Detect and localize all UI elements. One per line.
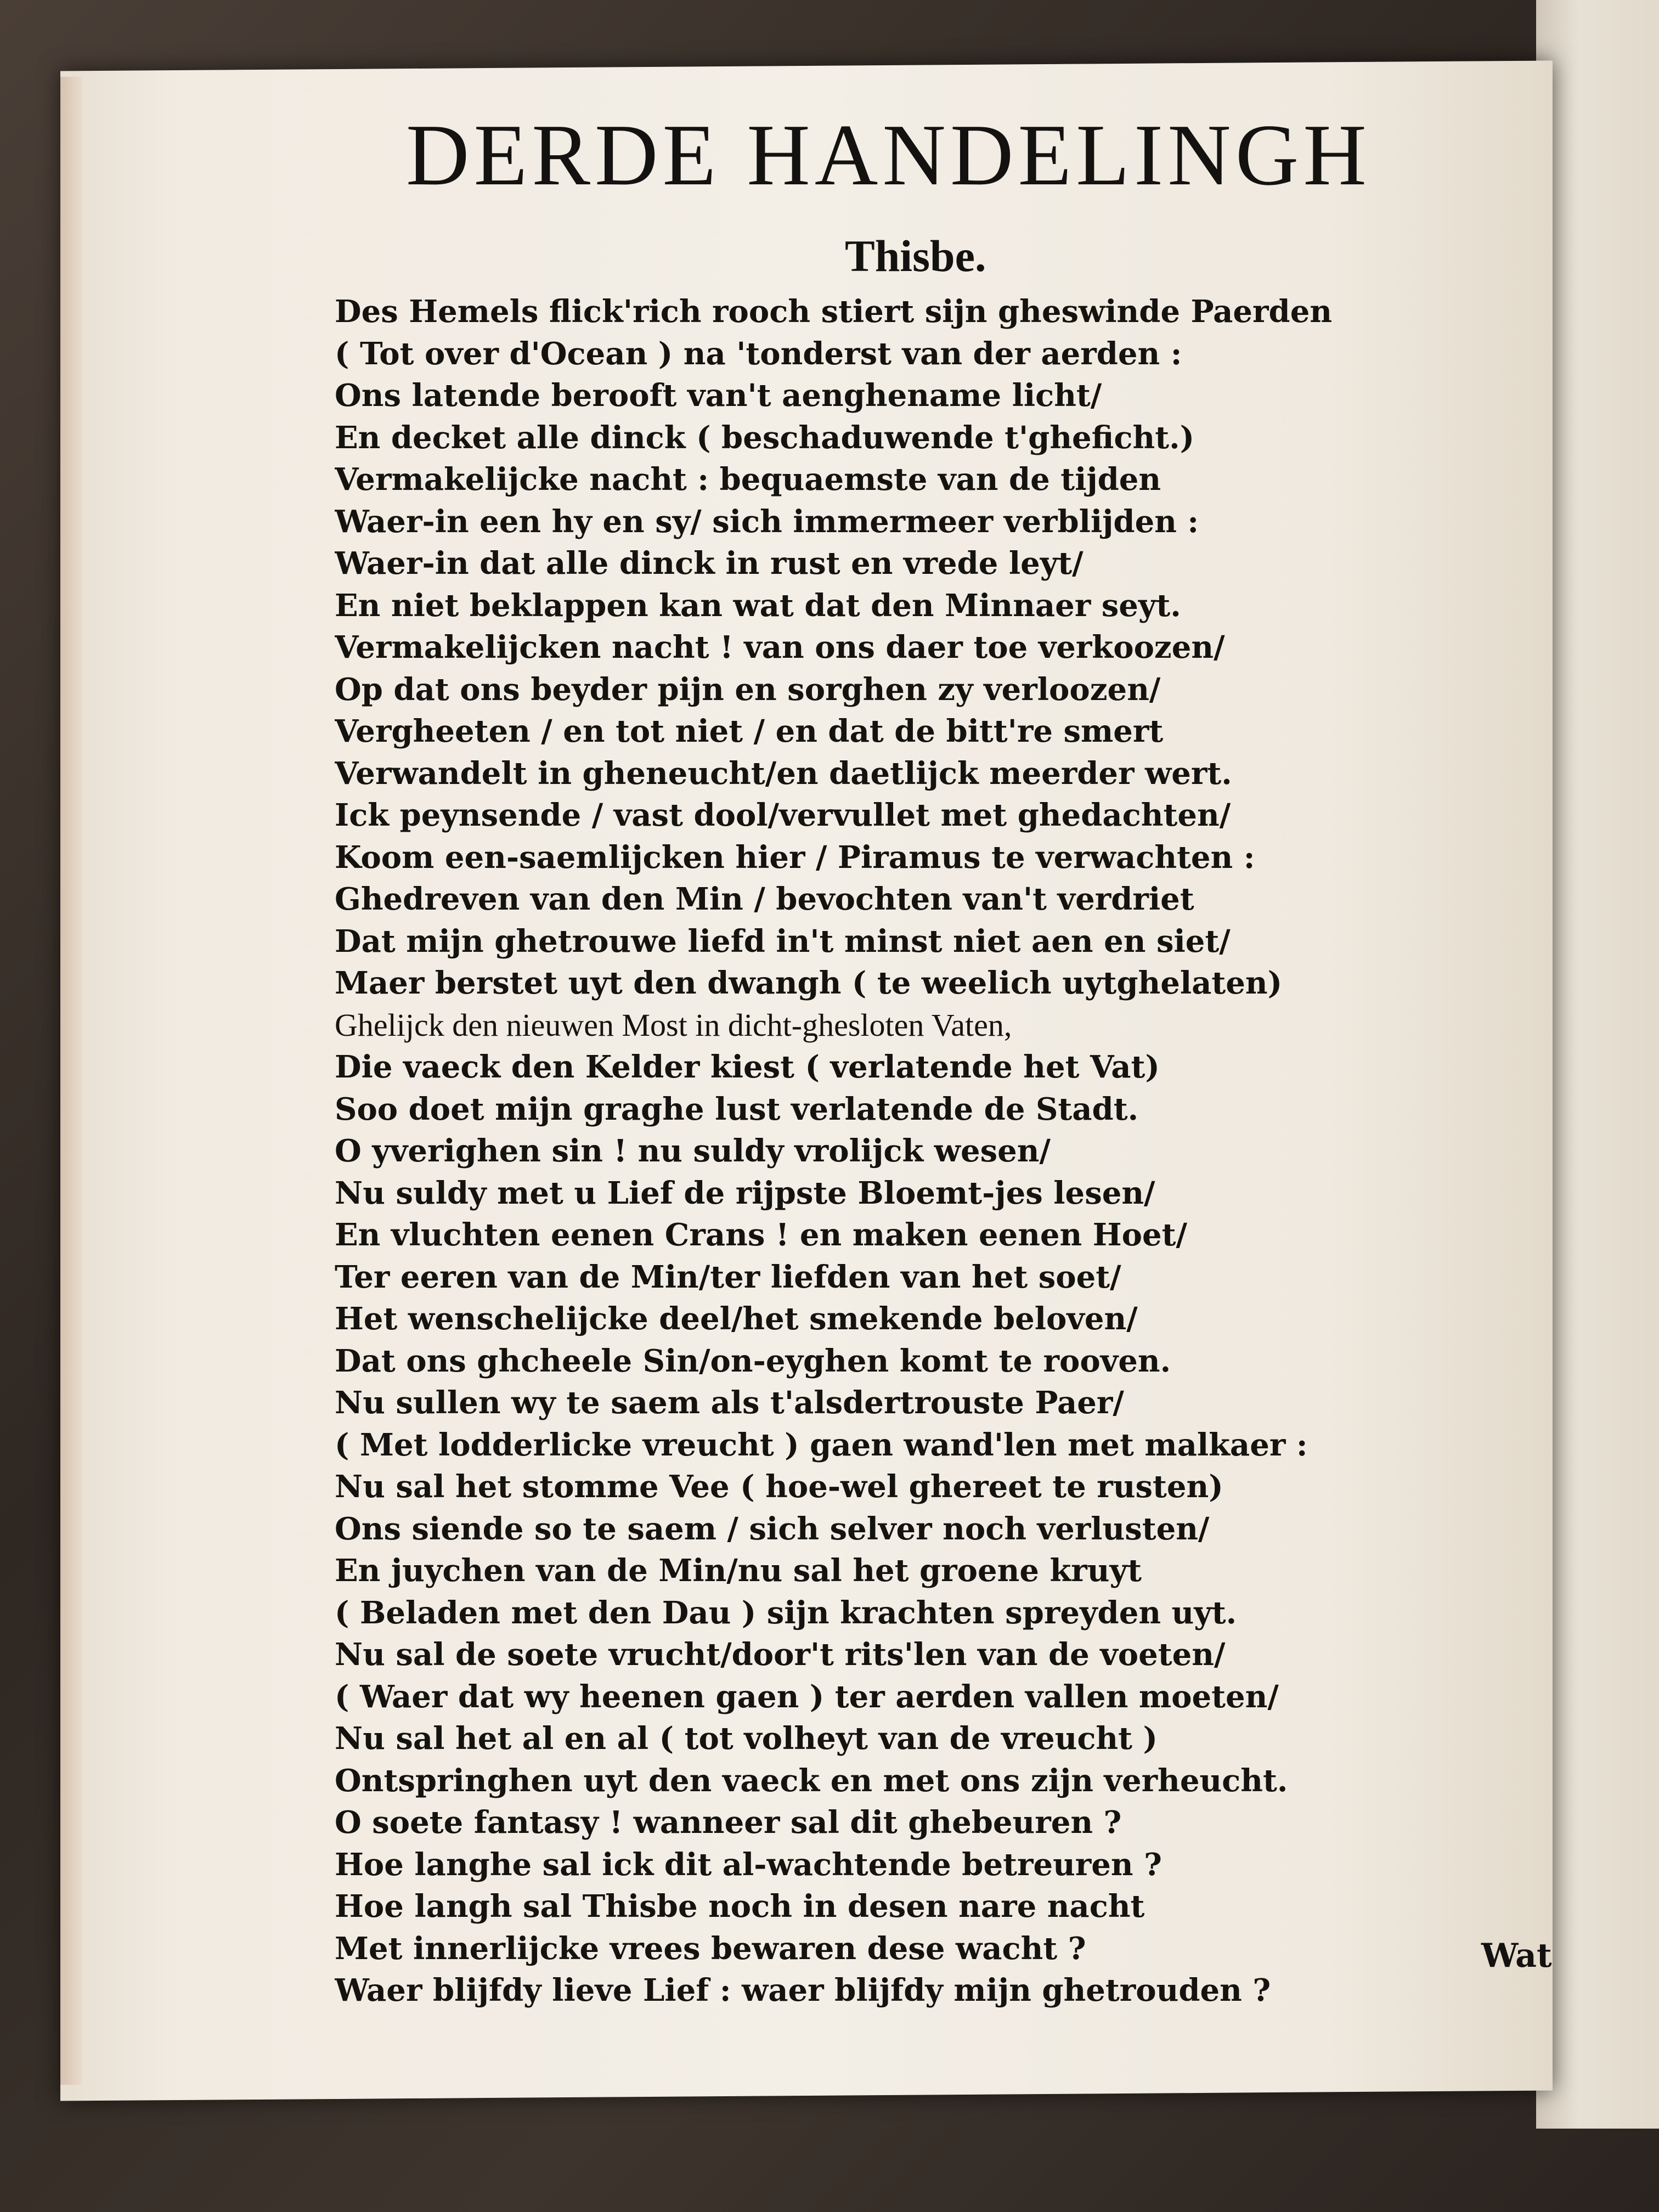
verse-line: Waer-in een hy en sy/ sich immermeer verblijden : [335,503,1199,540]
verse-line: Nu sal de soete vrucht/door't rits'len van de voeten/ [335,1637,1226,1673]
verse-line: Vermakelijcke nacht : bequaemste van de tijden [335,461,1161,498]
verse-line: Het wenschelijcke deel/het smekende beloven/ [335,1301,1138,1337]
catchword: Wat [1481,1937,1552,1975]
verse-line: ( Tot over d'Ocean ) na 'tonderst van der aerden : [335,335,1182,372]
verse-line: Ons latende berooft van't aenghename licht/ [335,377,1102,414]
verse-line: Ons siende so te saem / sich selver noch verlusten/ [335,1510,1210,1547]
verse-line: En juychen van de Min/nu sal het groene kruyt [335,1553,1142,1589]
verse-line: O yverighen sin ! nu suldy vrolijck wesen/ [335,1133,1051,1169]
verse-line: ( Waer dat wy heenen gaen ) ter aerden vallen moeten/ [335,1678,1279,1715]
verse-line: Nu sullen wy te saem als t'alsdertrouste Paer/ [335,1385,1124,1421]
verse-line: O soete fantasy ! wanneer sal dit ghebeuren ? [335,1804,1122,1841]
verse-line: Vergheeten / en tot niet / en dat de bitt're smert [335,713,1164,749]
facing-page-edge [1536,0,1659,2129]
verse-line: En vluchten eenen Crans ! en maken eenen Hoet/ [335,1217,1187,1253]
verse-line: Soo doet mijn graghe lust verlatende de Stadt. [335,1091,1139,1127]
verse-line: Ontspringhen uyt den vaeck en met ons zijn verheucht. [335,1762,1288,1799]
verse-line: Ick peynsende / vast dool/vervullet met ghedachten/ [335,797,1231,833]
verse-line: Dat ons ghcheele Sin/on-eyghen komt te rooven. [335,1342,1171,1379]
verse-line: En decket alle dinck ( beschaduwende t'gheficht.) [335,419,1195,456]
verse-line: Verwandelt in gheneucht/en daetlijck meerder wert. [335,755,1232,792]
verse-line: En niet beklappen kan wat dat den Minnaer seyt. [335,587,1181,624]
verse-line: Waer blijfdy lieve Lief : waer blijfdy mijn ghetrouden ? [335,1972,1271,2008]
verse-line: ( Beladen met den Dau ) sijn krachten spreyden uyt. [335,1594,1237,1631]
verse-line: Dat mijn ghetrouwe liefd in't minst niet aen en siet/ [335,923,1231,960]
verse-line: Nu suldy met u Lief de rijpste Bloemt-jes lesen/ [335,1175,1155,1211]
verse-block [335,291,1421,2012]
verse-line: Ter eeren van de Min/ter liefden van het soet/ [335,1259,1121,1295]
verse-line: Maer berstet uyt den dwangh ( te weelich uytghelaten) [335,965,1283,1001]
speaker-name: Thisbe. [845,231,986,281]
verse-line: Vermakelijcken nacht ! van ons daer toe verkoozen/ [335,629,1225,665]
verse-line: Des Hemels flick'rich rooch stiert sijn gheswinde Paerden [335,294,1333,330]
verse-line: Ghelijck den nieuwen Most in dicht-ghesloten Vaten, [335,1007,1012,1043]
verse-line: Waer-in dat alle dinck in rust en vrede leyt/ [335,545,1084,582]
verse-line: ( Met lodderlicke vreucht ) gaen wand'len met malkaer : [335,1426,1308,1463]
verse-line: Nu sal het al en al ( tot volheyt van de vreucht ) [335,1720,1158,1757]
page-gutter-edge [60,77,82,2085]
verse-line: Hoe langh sal Thisbe noch in desen nare nacht [335,1888,1145,1925]
verse-line: Die vaeck den Kelder kiest ( verlatende het Vat) [335,1049,1160,1085]
page-heading: DERDE HANDELINGH [406,106,1371,204]
verse-line: Op dat ons beyder pijn en sorghen zy verloozen/ [335,671,1161,708]
verse-line: Hoe langhe sal ick dit al-wachtende betreuren ? [335,1846,1162,1883]
verse-line: Met innerlijcke vrees bewaren dese wacht ? [335,1930,1086,1967]
verse-line: Nu sal het stomme Vee ( hoe-wel ghereet te rusten) [335,1469,1223,1505]
verse-line: Ghedreven van den Min / bevochten van't verdriet [335,881,1194,917]
verse-line: Koom een-saemlijcken hier / Piramus te verwachten : [335,839,1255,876]
